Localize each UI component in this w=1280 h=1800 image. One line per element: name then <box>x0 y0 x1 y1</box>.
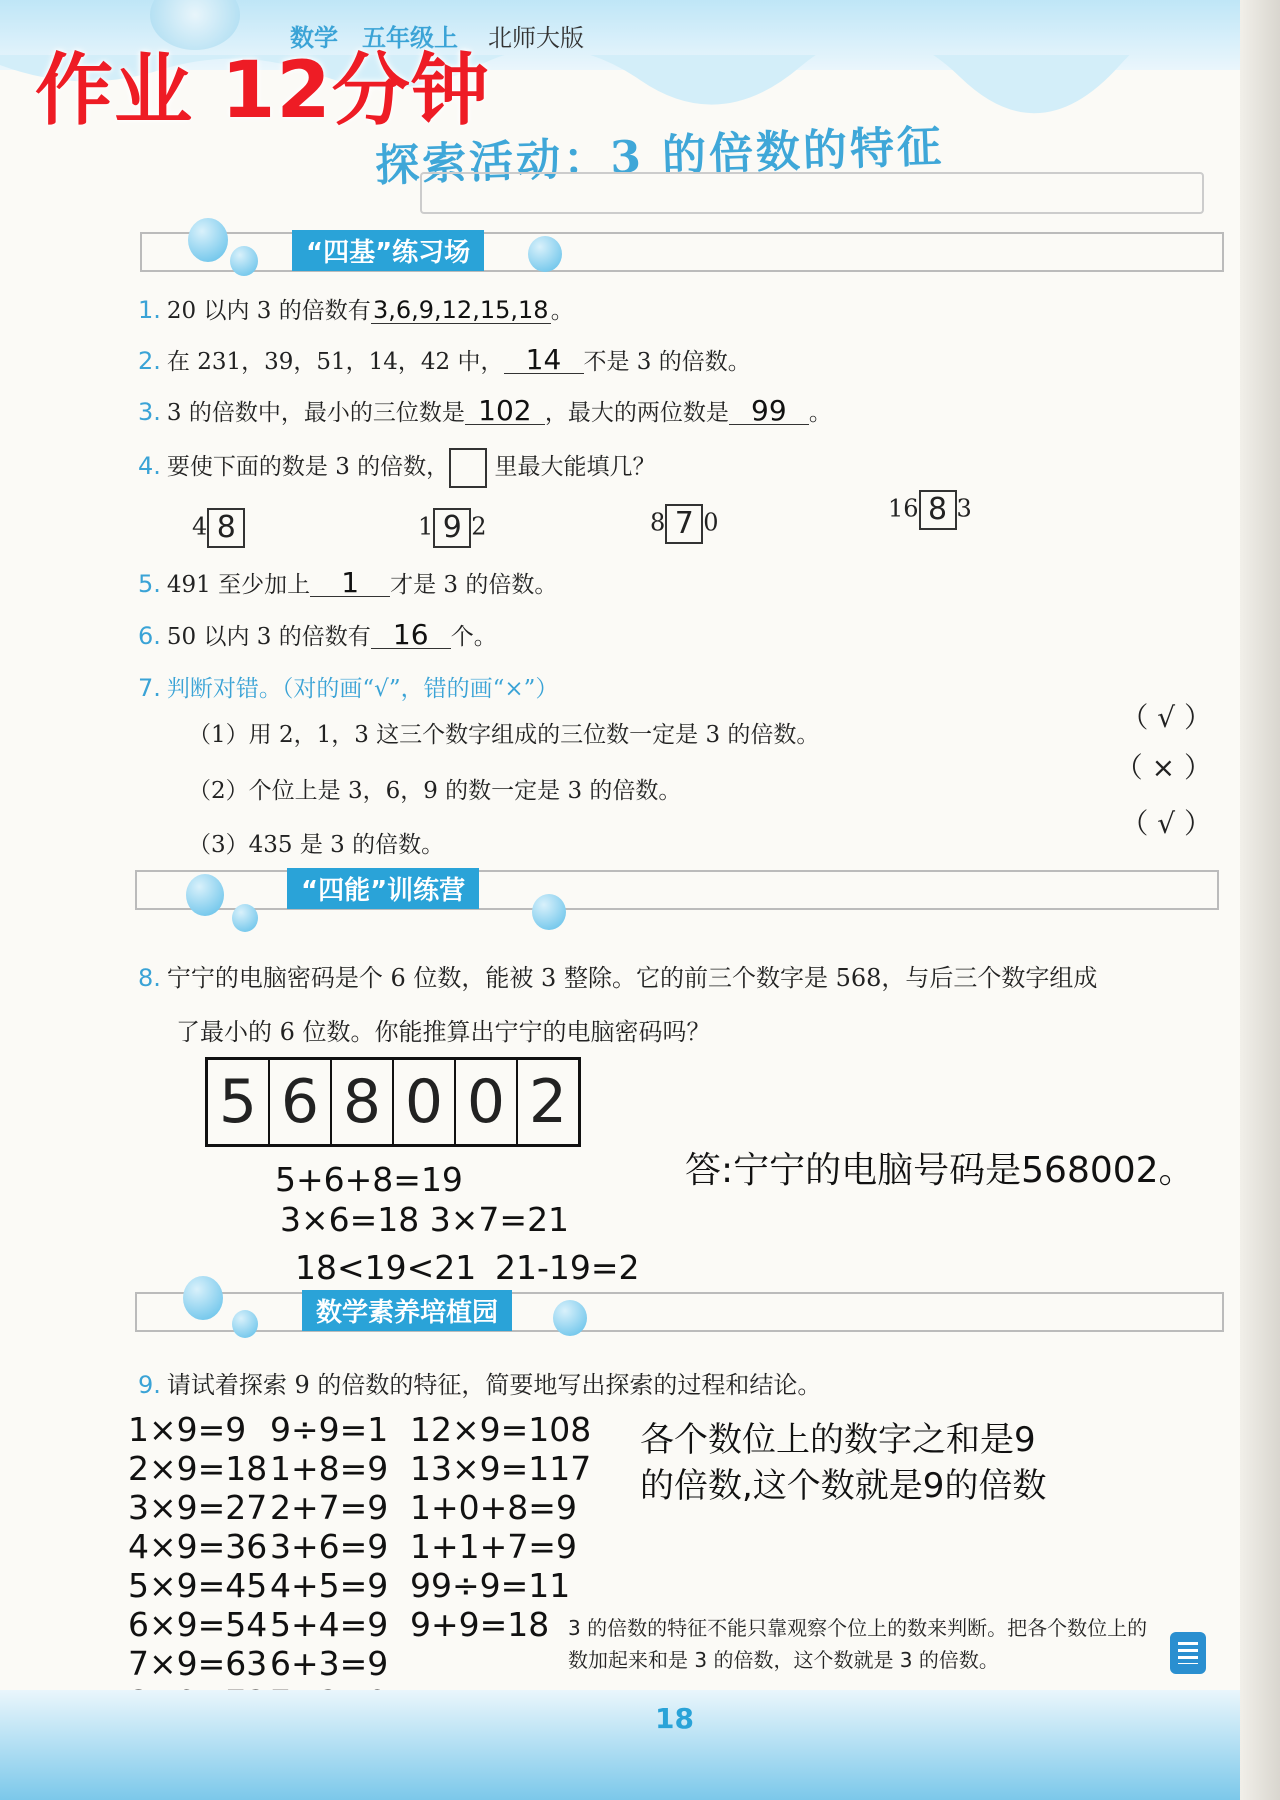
section-header-1 <box>140 232 1224 272</box>
title-underline-box <box>420 172 1204 214</box>
question-8-line2: 了最小的 6 位数。你能推算出宁宁的电脑密码吗？ <box>176 1018 711 1046</box>
question-1 <box>138 292 574 325</box>
balloon-icon <box>183 1276 223 1320</box>
work-line-2: 3×6=18 3×7=21 <box>280 1200 570 1239</box>
work-line: 6×9=54 <box>128 1605 268 1644</box>
section-label-1: “四基”练习场 <box>292 230 484 271</box>
digit-pre: 16 <box>888 494 919 523</box>
digit-pre: 4 <box>192 512 208 541</box>
notepad-icon <box>1170 1632 1206 1674</box>
password-digit[interactable]: 0 <box>454 1060 516 1144</box>
judge-item-3: （3）435 是 3 的倍数。 <box>188 832 445 858</box>
question-number: 5. <box>138 570 161 598</box>
footer-band <box>0 1690 1280 1800</box>
question-9 <box>138 1365 821 1400</box>
work-line: 1+1+7=9 <box>410 1527 577 1566</box>
q8-answer: 答:宁宁的电脑号码是568002。 <box>685 1150 1195 1191</box>
question-text: 里最大能填几？ <box>494 454 656 480</box>
question-number: 4. <box>138 452 161 480</box>
work-line: 4×9=36 <box>128 1527 268 1566</box>
question-text: 才是 3 的倍数。 <box>390 572 558 598</box>
digit-pre: 1 <box>418 512 434 541</box>
question-number: 3. <box>138 398 161 426</box>
section-label-2: “四能”训练营 <box>287 868 479 909</box>
fill-box[interactable]: 8 <box>207 508 245 548</box>
question-number: 6. <box>138 622 161 650</box>
question-number: 1. <box>138 296 161 324</box>
q9-conclusion-1: 各个数位上的数字之和是9 <box>640 1420 1036 1460</box>
question-5 <box>138 566 557 599</box>
work-column-2 <box>270 1410 388 1722</box>
empty-box-icon <box>449 448 487 488</box>
question-6 <box>138 618 497 651</box>
fill-item-4 <box>888 490 972 530</box>
work-column-3 <box>410 1410 591 1644</box>
password-digit[interactable]: 5 <box>218 1067 258 1137</box>
question-7 <box>138 670 558 703</box>
fill-box[interactable]: 7 <box>665 504 703 544</box>
question-text: 3 的倍数中，最小的三位数是 <box>166 400 465 426</box>
question-3 <box>138 394 832 427</box>
judge-item-2: （2）个位上是 3，6，9 的数一定是 3 的倍数。 <box>188 778 682 804</box>
digit-post: 3 <box>956 494 972 523</box>
work-line: 3+6=9 <box>270 1527 389 1566</box>
answer-blank[interactable]: 1 <box>310 570 390 597</box>
question-8 <box>138 958 1097 993</box>
q9-conclusion-2: 的倍数,这个数就是9的倍数 <box>640 1466 1047 1506</box>
fill-item-2 <box>418 508 487 548</box>
question-text: 。 <box>550 298 574 324</box>
tip-note: 3 的倍数的特征不能只靠观察个位上的数来判断。把各个数位上的数加起来和是 3 的倍数，这个数就是 3 的倍数。 <box>568 1616 1148 1672</box>
question-text: 在 231，39，51，14，42 中， <box>166 349 504 375</box>
answer-blank[interactable]: 14 <box>504 347 584 374</box>
answer-blank[interactable]: 102 <box>465 398 545 425</box>
work-line: 9+9=18 <box>410 1605 550 1644</box>
password-digit[interactable]: 0 <box>392 1060 454 1144</box>
judge-mark-3[interactable]: （ √ ） <box>1120 807 1212 840</box>
balloon-icon <box>186 874 224 916</box>
homework-overlay: 作业 12分钟 <box>35 46 490 136</box>
question-number: 8. <box>138 964 161 992</box>
fill-item-1 <box>192 508 245 548</box>
digit-post: 0 <box>703 508 719 537</box>
fill-box[interactable]: 8 <box>919 490 957 530</box>
fill-item-3 <box>650 504 719 544</box>
work-line: 9÷9=1 <box>270 1410 389 1449</box>
question-text: 491 至少加上 <box>166 572 311 598</box>
work-line: 2×9=18 <box>128 1449 268 1488</box>
work-line-4: 21-19=2 <box>495 1248 640 1287</box>
judge-mark-2[interactable]: （ × ） <box>1114 751 1212 784</box>
answer-blank[interactable]: 16 <box>371 622 451 649</box>
password-grid <box>205 1057 581 1147</box>
work-line-3: 18<19<21 <box>295 1248 477 1287</box>
question-text: 宁宁的电脑密码是个 6 位数，能被 3 整除。它的前三个数字是 568，与后三个数字组成 <box>166 964 1098 992</box>
balloon-icon <box>232 904 258 932</box>
answer-blank[interactable]: 99 <box>729 398 809 425</box>
balloon-icon <box>188 218 228 262</box>
work-line: 1×9=9 <box>128 1410 247 1449</box>
work-line: 1+0+8=9 <box>410 1488 577 1527</box>
work-line: 5×9=45 <box>128 1566 268 1605</box>
work-line: 3×9=27 <box>128 1488 268 1527</box>
work-line-1: 5+6+8=19 <box>275 1160 463 1199</box>
work-line: 2+7=9 <box>270 1488 389 1527</box>
question-text: 不是 3 的倍数。 <box>583 349 751 375</box>
question-text: 个。 <box>450 624 497 650</box>
question-number: 9. <box>138 1371 161 1399</box>
balloon-icon <box>528 236 562 272</box>
work-line: 13×9=117 <box>410 1449 592 1488</box>
balloon-icon <box>532 894 566 930</box>
question-text: 判断对错。（对的画“√”，错的画“×”） <box>166 676 559 702</box>
balloon-icon <box>230 246 258 276</box>
judge-item-1: （1）用 2，1，3 这三个数字组成的三位数一定是 3 的倍数。 <box>188 722 820 748</box>
section-label-3: 数学素养培植园 <box>302 1290 512 1331</box>
subject-label: 数学 五年级上 <box>290 24 458 52</box>
question-number: 2. <box>138 347 161 375</box>
question-text: 20 以内 3 的倍数有 <box>166 298 371 324</box>
work-line: 12×9=108 <box>410 1410 592 1449</box>
answer-blank[interactable]: 3,6,9,12,15,18 <box>371 297 551 324</box>
lesson-title: 探索活动：3 的倍数的特征 <box>374 121 945 192</box>
section-header-3 <box>135 1292 1224 1332</box>
work-column-1 <box>128 1410 267 1722</box>
judge-mark-1[interactable]: （ √ ） <box>1120 701 1212 734</box>
digit-pre: 8 <box>650 508 666 537</box>
question-text: ，最大的两位数是 <box>544 400 729 426</box>
question-text: 50 以内 3 的倍数有 <box>166 624 371 650</box>
password-digit[interactable]: 2 <box>516 1060 578 1144</box>
question-text: 要使下面的数是 3 的倍数， <box>166 454 450 480</box>
password-digit[interactable]: 8 <box>330 1060 392 1144</box>
page-number: 18 <box>655 1702 694 1735</box>
work-line: 5+4=9 <box>270 1605 389 1644</box>
work-line: 4+5=9 <box>270 1566 389 1605</box>
digit-post: 2 <box>471 512 487 541</box>
question-text: 。 <box>808 400 832 426</box>
section-header-2 <box>135 870 1219 910</box>
work-line: 1+8=9 <box>270 1449 389 1488</box>
work-line: 6+3=9 <box>270 1644 389 1683</box>
password-digit[interactable]: 6 <box>268 1060 330 1144</box>
edition-label: 北师大版 <box>488 24 584 52</box>
fill-box[interactable]: 9 <box>433 508 471 548</box>
question-text: 请试着探索 9 的倍数的特征，简要地写出探索的过程和结论。 <box>166 1371 822 1399</box>
work-line: 7×9=63 <box>128 1644 268 1683</box>
question-4 <box>138 448 655 488</box>
question-2 <box>138 343 751 376</box>
work-line: 99÷9=11 <box>410 1566 571 1605</box>
balloon-icon <box>553 1300 587 1336</box>
book-spine <box>1240 0 1280 1800</box>
balloon-icon <box>232 1310 258 1338</box>
question-number: 7. <box>138 674 161 702</box>
